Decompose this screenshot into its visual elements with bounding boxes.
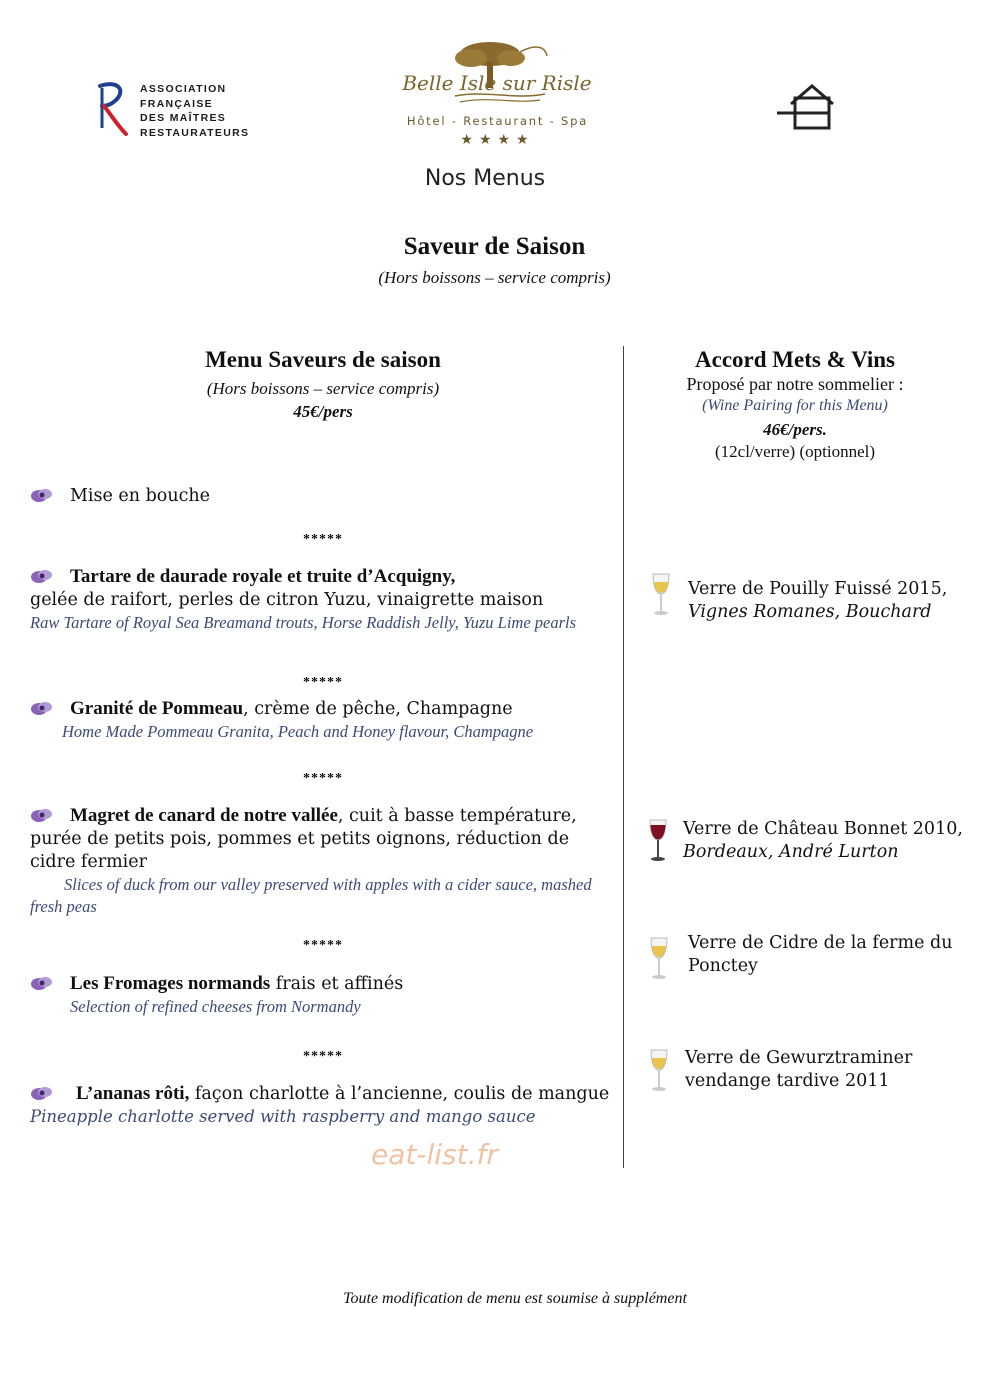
association-line: RESTAURATEURS	[140, 126, 250, 139]
course-item	[30, 565, 616, 634]
menu-price: 45€/pers	[293, 402, 353, 421]
course-name: Tartare de daurade royale et truite d’Acquigny,	[70, 566, 456, 587]
section-title: Saveur de Saison	[403, 233, 586, 260]
wine-name: Verre de Cidre de la ferme du	[688, 933, 953, 953]
course-name: L’ananas rôti,	[76, 1083, 190, 1104]
course-item	[30, 972, 616, 1018]
wine-name: Verre de Pouilly Fuissé 2015,	[688, 579, 948, 599]
course-item	[30, 485, 616, 508]
wine-pairing-price: 46€/pers.	[763, 420, 827, 439]
course-english: Pineapple charlotte served with raspberry and mango sauce	[30, 1107, 536, 1126]
wine-pairing-intro: Proposé par notre sommelier :	[686, 374, 904, 394]
wine-pairing-title: Accord Mets & Vins	[695, 347, 895, 372]
footer-note: Toute modification de menu est soumise à supplément	[343, 1290, 687, 1307]
course-english: Slices of duck from our valley preserved with apples with a cider sauce, mashed fresh peas	[30, 875, 592, 916]
flower-bullet-icon	[30, 699, 54, 716]
course-name: Granité de Pommeau	[70, 698, 244, 719]
wine-pairing-volume: (12cl/verre) (optionnel)	[714, 442, 875, 461]
wine-pairing-item	[688, 932, 953, 978]
wine-producer: Bordeaux, André Lurton	[683, 842, 899, 862]
course-description: , crème de pêche, Champagne	[243, 699, 513, 719]
house-logo-icon	[775, 80, 837, 132]
hotel-stars: ★★★★	[460, 133, 535, 148]
association-r-icon	[92, 80, 132, 140]
course-description: , cuit à basse température, purée de petits pois, pommes et petits oignons, réduction de cidre fermier	[30, 806, 577, 872]
wine-glass-icon	[648, 1048, 670, 1099]
course-item	[30, 697, 616, 743]
wine-glass-icon	[648, 936, 670, 987]
course-item	[30, 1082, 616, 1128]
flower-bullet-icon	[30, 806, 54, 823]
wine-pairing-item	[683, 818, 963, 864]
course-description: façon charlotte à l’ancienne, coulis de mangue	[189, 1084, 610, 1104]
wine-pairing-item	[688, 578, 947, 624]
wine-glass-icon	[647, 818, 669, 869]
menu-title: Menu Saveurs de saison	[205, 347, 441, 372]
association-line: FRANÇAISE	[140, 97, 213, 110]
course-description: frais et affinés	[270, 974, 404, 994]
course-english: Raw Tartare of Royal Sea Breamand trouts, Horse Raddish Jelly, Yuzu Lime pearls	[30, 613, 577, 632]
menu-subtitle: (Hors boissons – service compris)	[206, 379, 440, 398]
course-item	[30, 804, 616, 918]
association-line: ASSOCIATION	[140, 83, 227, 95]
flower-bullet-icon	[30, 486, 54, 503]
section-subtitle: (Hors boissons – service compris)	[378, 268, 611, 287]
column-divider	[623, 346, 624, 1168]
course-english: Home Made Pommeau Granita, Peach and Honey flavour, Champagne	[62, 722, 534, 741]
hotel-name: Belle Isle sur Risle	[402, 71, 592, 95]
wine-pairing-item	[685, 1047, 912, 1093]
separator: *****	[303, 938, 343, 953]
page-title: Nos Menus	[424, 166, 546, 191]
tree-logo-icon	[385, 38, 610, 110]
flower-bullet-icon	[30, 974, 54, 991]
hotel-logo	[385, 38, 610, 153]
flower-bullet-icon	[30, 1084, 54, 1101]
separator: *****	[303, 532, 343, 547]
separator: *****	[303, 675, 343, 690]
flower-bullet-icon	[30, 567, 54, 584]
watermark: eat-list.fr	[371, 1138, 498, 1171]
course-name: Mise en bouche	[70, 486, 211, 506]
association-line: DES MAÎTRES	[140, 112, 227, 124]
course-description: gelée de raifort, perles de citron Yuzu, vinaigrette maison	[30, 590, 544, 610]
separator: *****	[303, 1049, 343, 1064]
separator: *****	[303, 771, 343, 786]
association-logo	[92, 80, 282, 144]
wine-producer: vendange tardive 2011	[685, 1071, 890, 1091]
course-name: Magret de canard de notre vallée	[70, 805, 338, 826]
course-name: Les Fromages normands	[70, 973, 271, 994]
wine-glass-icon	[650, 572, 672, 623]
wine-name: Verre de Château Bonnet 2010,	[683, 819, 963, 839]
hotel-tagline: Hôtel - Restaurant - Spa	[406, 114, 589, 128]
wine-producer: Vignes Romanes, Bouchard	[688, 602, 932, 622]
wine-name: Verre de Gewurztraminer	[685, 1048, 913, 1068]
course-english: Selection of refined cheeses from Normandy	[70, 997, 361, 1016]
wine-producer: Ponctey	[688, 956, 758, 976]
wine-pairing-english: (Wine Pairing for this Menu)	[702, 397, 888, 414]
